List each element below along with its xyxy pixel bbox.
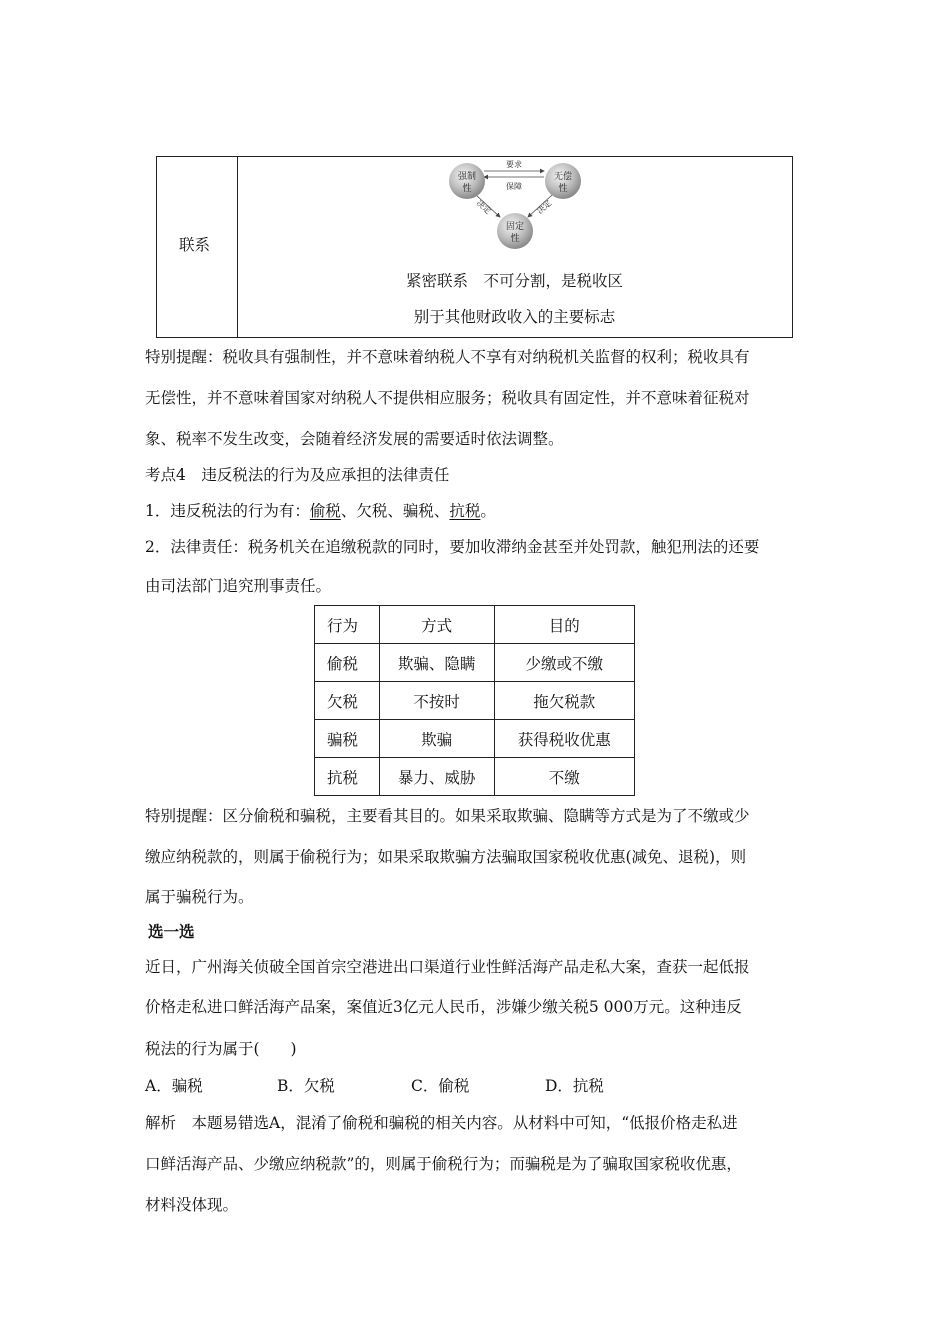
item2-line1: 2．法律责任：税务机关在追缴税款的同时，要加收滞纳金甚至并处罚款，触犯刑法的还要 xyxy=(145,538,760,556)
question-line3: 税法的行为属于( ) xyxy=(145,1040,297,1058)
cell-method: 欺骗 xyxy=(379,720,494,758)
item1-term-tax-resistance: 抗税 xyxy=(449,502,481,520)
table-row xyxy=(315,644,635,682)
relation-table xyxy=(156,156,793,338)
analysis-line3: 材料没体现。 xyxy=(145,1196,239,1214)
header-behavior: 行为 xyxy=(315,606,380,644)
option-c[interactable]: C．偷税 xyxy=(411,1077,470,1095)
edge-determines-left-label: 决定 xyxy=(474,198,493,216)
item1-term-tax-evasion: 偷税 xyxy=(309,502,341,520)
node-fixed-l2: 性 xyxy=(510,234,520,244)
node-gratuitous-l2: 性 xyxy=(558,184,568,194)
note2-line1: 特别提醒：区分偷税和骗税，主要看其目的。如果采取欺骗、隐瞒等方式是为了不缴或少 xyxy=(145,807,750,825)
node-coercive-l2: 性 xyxy=(462,184,472,194)
node-coercive-l1: 强制 xyxy=(457,172,477,182)
exercise-title: 选一选 xyxy=(148,923,195,941)
node-fixed-l1: 固定 xyxy=(505,222,525,232)
table-row xyxy=(315,682,635,720)
note1-line3: 象、税率不发生改变，会随着经济发展的需要适时依法调整。 xyxy=(145,430,564,448)
cell-method: 欺骗、隐瞒 xyxy=(379,644,494,682)
analysis-line1: 解析 本题易错选A，混淆了偷税和骗税的相关内容。从材料中可知，“低报价格走私进 xyxy=(145,1114,738,1132)
note2-line2: 缴应纳税款的，则属于偷税行为；如果采取欺骗方法骗取国家税收优惠(减免、退税)，则 xyxy=(145,848,747,866)
item2-line2: 由司法部门追究刑事责任。 xyxy=(145,577,332,595)
item1-middle: 、欠税、骗税、 xyxy=(340,502,450,520)
table-row xyxy=(315,720,635,758)
analysis-line2: 口鲜活海产品、少缴应纳税款”的，则属于偷税行为；而骗税是为了骗取国家税收优惠， xyxy=(145,1155,742,1173)
cell-behavior: 偷税 xyxy=(315,644,380,682)
table-header-row xyxy=(315,606,635,644)
cell-method: 暴力、威胁 xyxy=(379,758,494,796)
note1-line1: 特别提醒：税收具有强制性，并不意味着纳税人不享有对纳税机关监督的权利；税收具有 xyxy=(145,348,750,366)
cell-purpose: 不缴 xyxy=(494,758,635,796)
cell-purpose: 少缴或不缴 xyxy=(494,644,635,682)
node-gratuitous-l1: 无偿 xyxy=(553,172,573,182)
relation-caption-line1: 紧密联系 不可分割，是税收区 xyxy=(405,272,623,290)
cell-behavior: 骗税 xyxy=(315,720,380,758)
edge-determines-right-label: 决定 xyxy=(535,198,554,216)
edge-requires-label: 要求 xyxy=(506,160,522,169)
tax-characteristics-diagram xyxy=(442,159,592,251)
item1-prefix: 1．违反税法的行为有： xyxy=(145,502,310,520)
cell-method: 不按时 xyxy=(379,682,494,720)
behavior-table xyxy=(314,605,635,796)
edge-guarantees-label: 保障 xyxy=(506,182,522,191)
cell-purpose: 拖欠税款 xyxy=(494,682,635,720)
cell-behavior: 欠税 xyxy=(315,682,380,720)
cell-purpose: 获得税收优惠 xyxy=(494,720,635,758)
cell-behavior: 抗税 xyxy=(315,758,380,796)
item1-end: 。 xyxy=(480,502,496,520)
item1 xyxy=(145,499,496,521)
table-row xyxy=(315,758,635,796)
relation-caption-line2: 别于其他财政收入的主要标志 xyxy=(413,308,616,326)
note2-line3: 属于骗税行为。 xyxy=(145,888,254,906)
note1-line2: 无偿性，并不意味着国家对纳税人不提供相应服务；税收具有固定性，并不意味着征税对 xyxy=(145,389,750,407)
option-d[interactable]: D．抗税 xyxy=(545,1077,604,1095)
option-a[interactable]: A．骗税 xyxy=(145,1077,203,1095)
option-b[interactable]: B．欠税 xyxy=(277,1077,335,1095)
header-purpose: 目的 xyxy=(494,606,635,644)
question-line1: 近日，广州海关侦破全国首宗空港进出口渠道行业性鲜活海产品走私大案，查获一起低报 xyxy=(145,958,750,976)
header-method: 方式 xyxy=(379,606,494,644)
question-line2: 价格走私进口鲜活海产品案，案值近3亿元人民币，涉嫌少缴关税5 000万元。这种违反 xyxy=(145,998,742,1016)
relation-row-label: 联系 xyxy=(179,236,211,254)
section-heading: 考点4 违反税法的行为及应承担的法律责任 xyxy=(145,466,450,484)
